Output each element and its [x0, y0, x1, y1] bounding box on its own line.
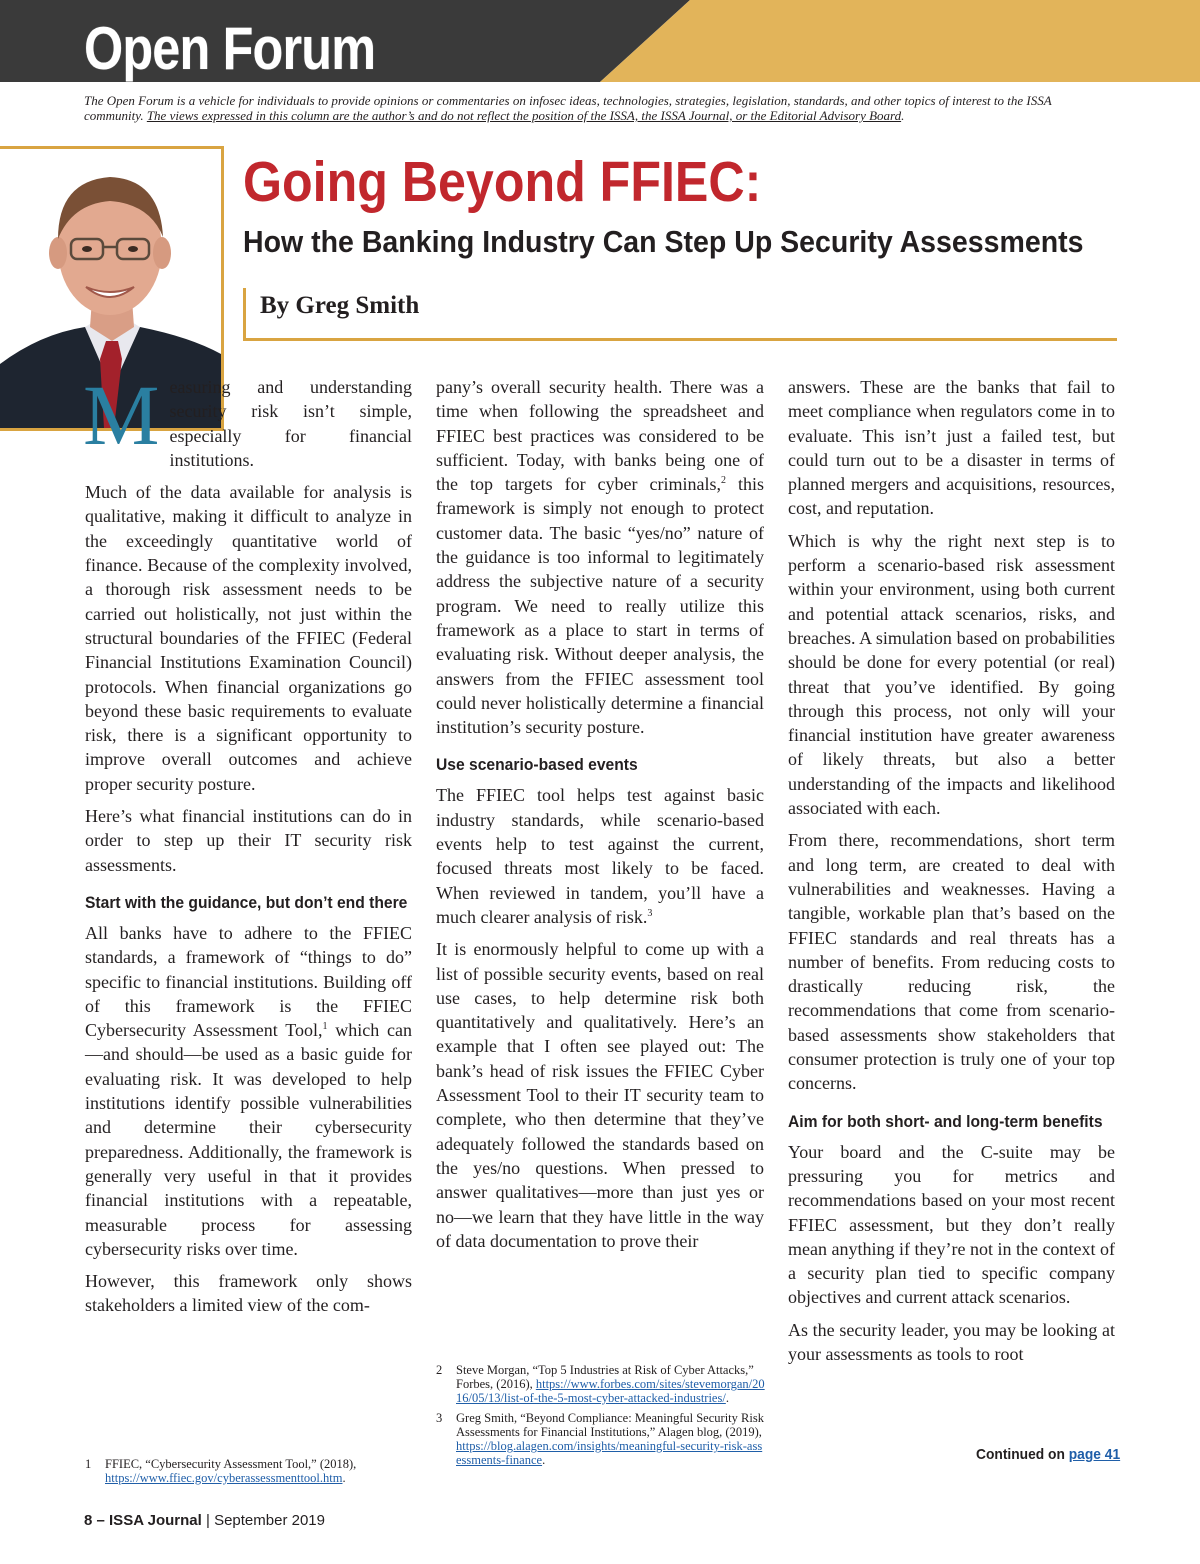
- paragraph: As the security leader, you may be looking at your assessments as tools to root: [788, 1319, 1115, 1364]
- footnotes-column-2: [436, 1363, 766, 1473]
- paragraph: Your board and the C-suite may be pressuring you for metrics and recommendations based on your most recent FFIEC assessment, but they don’t really mean anything if they’re not in the context of a security plan tied to specific company objectives and current attack scenarios.: [788, 1141, 1115, 1308]
- footnote-link[interactable]: https://www.forbes.com/sites/stevemorgan/2016/05/13/list-of-the-5-most-cyber-attacked-industries/: [456, 1377, 765, 1405]
- issue-date: September 2019: [214, 1512, 325, 1529]
- footnote: [436, 1411, 766, 1467]
- column-3: [788, 375, 1115, 1374]
- paragraph: Which is why the right next step is to perform a scenario-based risk assessment within your environment, using both current and potential attack scenarios, risks, and breaches. A simulation based on probabilities should be done for every potential (or real) threat that you’ve identified. By going through this process, not only will your financial institution have greater awareness of likely threats, but also a better understanding of the impacts and likelihood associated with each.: [788, 530, 1115, 819]
- footnote-link[interactable]: https://blog.alagen.com/insights/meaningful-security-risk-assessments-finance: [456, 1439, 763, 1467]
- paragraph: [436, 783, 764, 929]
- open-forum-intro: [84, 93, 1114, 123]
- page-number: 8 – ISSA Journal: [84, 1512, 202, 1529]
- paragraph: Much of the data available for analysis is qualitative, making it difficult to analyze in the exceedingly quantitative world of finance. Because of the complexity involved, a thorough risk assessment needs to be carried out holistically, not just within the structural boundaries of the FFIEC (Federal Financial Institutions Examination Council) protocols. When financial organizations go beyond these basic requirements to evaluate risk, there is a significant opportunity to improve overall outcomes and achieve proper security posture.: [85, 482, 412, 794]
- footnote-text: [105, 1457, 405, 1485]
- page-footer: [84, 1512, 325, 1530]
- byline-box: [243, 288, 1117, 341]
- column-1: [83, 367, 413, 1326]
- paragraph-text: pany’s overall security health. There was a time when following the spreadsheet and FFIEC best practices was considered to be sufficient. Today, with banks being one of the top targets for cyber criminals,: [436, 377, 764, 495]
- lead-text: easuring and understanding security risk isn’t simple, especially for financial institutions.: [169, 377, 412, 470]
- footnote-citation: FFIEC, “Cybersecurity Assessment Tool,” (2018),: [105, 1457, 357, 1471]
- footnote-end: .: [725, 1391, 729, 1405]
- footnote-end: .: [542, 1453, 546, 1467]
- section-title: Open Forum: [84, 15, 376, 82]
- footnote-link[interactable]: https://www.ffiec.gov/cyberassessmenttool.htm: [105, 1471, 343, 1485]
- footnotes-column-1: [85, 1457, 405, 1491]
- section-banner: [0, 0, 1200, 82]
- footnote-ref[interactable]: 1: [322, 1021, 328, 1033]
- footnote-number: 2: [436, 1363, 443, 1377]
- paragraph: [83, 367, 412, 472]
- paragraph: From there, recommendations, short term and long term, are created to deal with vulnerabilities and weaknesses. Having a tangible, workable plan that’s based on the FFIEC standards and real threats has a number of benefits. From reducing costs to drastically reducing risk, the recommendations that come from scenario-based assessments show stakeholders that consumer protection is truly one of your top concerns.: [788, 830, 1115, 1094]
- footnote-text: [456, 1363, 766, 1405]
- byline: By Greg Smith: [260, 292, 420, 319]
- section-heading: Aim for both short- and long-term benefits: [788, 1111, 1103, 1131]
- paragraph: [85, 921, 412, 1261]
- footnote: [85, 1457, 405, 1485]
- footnote-citation: Steve Morgan, “Top 5 Industries at Risk of Cyber Attacks,” Forbes, (2016),: [456, 1363, 754, 1391]
- paragraph: It is enormously helpful to come up with a list of possible security events, based on real use cases, to help determine risk both quantitatively and qualitatively. Here’s an example that I often see played out: The bank’s head of risk issues the FFIEC Cyber Assessment Tool to their IT security team to complete, who then determine that they’ve adequately followed the standards based on the yes/no questions. When pressed to answer qualitatives—more than just yes or no—we learn that they have little in the way of data documentation to prove their: [436, 939, 764, 1251]
- paragraph: answers. These are the banks that fail to meet compliance when regulators come in to evaluate. This isn’t just a failed test, but could turn out to be a disaster in terms of planned mergers and acquisitions, resources, cost, and reputation.: [788, 377, 1115, 519]
- intro-disclaimer: The views expressed in this column are the author’s and do not reflect the position of the ISSA, the ISSA Journal, or the Editorial Advisory Board: [146, 108, 902, 123]
- paragraph-text: which can—and should—be used as a basic guide for evaluating risk. It was developed to help institutions identify possible vulnerabilities and determine their cybersecurity preparedness. Additionally, the framework is generally very useful in that it provides financial institutions with a repeatable, measurable process for assessing cybersecurity risks over time.: [85, 1020, 413, 1259]
- continued-note: [976, 1446, 1120, 1464]
- footnote: [436, 1363, 766, 1405]
- paragraph-text: this framework is simply not enough to protect customer data. The basic “yes/no” nature of the guidance is too informal to legitimately address the subjective nature of a security program. We need to really utilize this framework as a place to start in terms of evaluating risk. Without deeper analysis, the answers from the FFIEC assessment tool could never holistically determine a financial institution’s security posture.: [436, 474, 764, 738]
- section-heading: Start with the guidance, but don’t end there: [85, 892, 408, 912]
- paragraph: [436, 375, 764, 739]
- paragraph: However, this framework only shows stakeholders a limited view of the com-: [85, 1271, 412, 1316]
- continued-label: Continued on: [976, 1446, 1069, 1463]
- footer-separator: |: [201, 1512, 215, 1529]
- footnote-text: [456, 1411, 766, 1467]
- footnote-ref[interactable]: 2: [721, 475, 726, 487]
- footnote-number: 3: [436, 1411, 443, 1425]
- paragraph-text: All banks have to adhere to the FFIEC standards, a framework of “things to do” specific to financial institutions. Building off of this framework is the FFIEC Cybersecurity Assessment Tool,: [85, 922, 412, 1041]
- continued-page-link[interactable]: page 41: [1068, 1446, 1121, 1463]
- drop-cap: M: [83, 367, 160, 463]
- footnote-number: 1: [85, 1457, 92, 1471]
- footnote-citation: Greg Smith, “Beyond Compliance: Meaningful Security Risk Assessments for Financial Institutions,” Alagen blog, (2019),: [456, 1411, 764, 1439]
- footnote-ref[interactable]: 3: [647, 907, 653, 919]
- paragraph: Here’s what financial institutions can do in order to step up their IT security risk assessments.: [85, 806, 412, 875]
- intro-text: The Open Forum is a vehicle for individuals to provide opinions or commentaries on infosec ideas, technologies, strategies, legislation, standards, and other topics of interest to the ISSA community.: [84, 93, 1052, 123]
- paragraph-text: The FFIEC tool helps test against basic industry standards, while scenario-based events help to test against the current, focused threats most likely to be faced. When reviewed in tandem, you’ll have a much clearer analysis of risk.: [436, 785, 764, 927]
- footnote-end: .: [342, 1471, 346, 1485]
- section-heading: Use scenario-based events: [436, 755, 638, 775]
- article-subtitle: How the Banking Industry Can Step Up Security Assessments: [243, 224, 1084, 259]
- article-title: Going Beyond FFIEC:: [243, 150, 762, 214]
- intro-period: .: [901, 108, 905, 123]
- column-2: [436, 375, 764, 1261]
